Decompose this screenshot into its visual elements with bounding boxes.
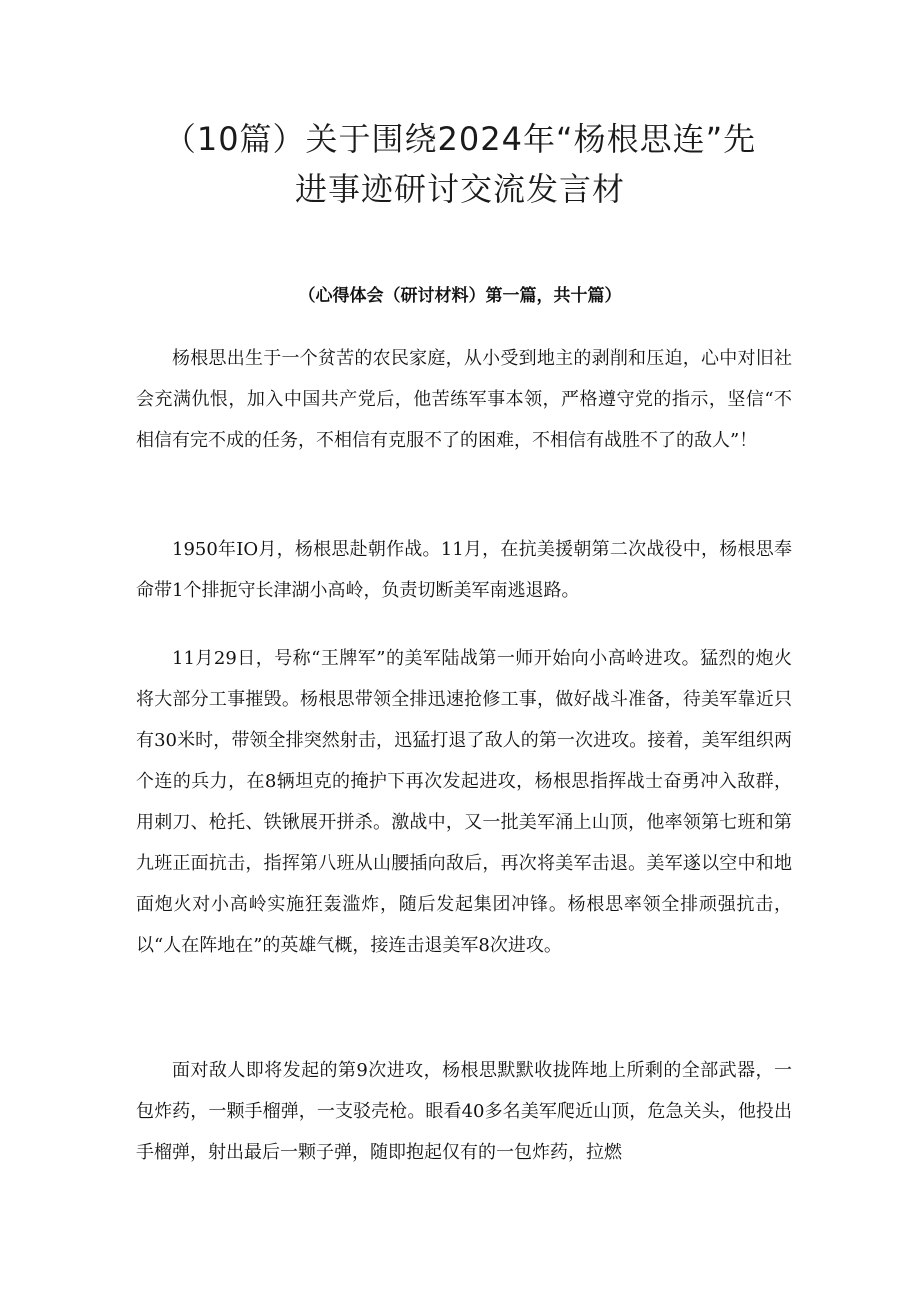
document-title bbox=[120, 114, 800, 214]
paragraph-4: 面对敌人即将发起的第9次进攻，杨根思默默收拢阵地上所剩的全部武器，一包炸药，一颗手榴弹，一支驳壳枪。眼看40多名美军爬近山顶，危急关头，他投出手榴弹，射出最后一颗子弹，随即抱起仅有的一包炸药，拉燃 bbox=[136, 1060, 792, 1163]
document-title-line-2: 进事迹研讨交流发言材 bbox=[294, 170, 625, 208]
section-heading: （心得体会（研讨材料）第一篇，共十篇） bbox=[298, 286, 622, 306]
paragraph-3: 11月29日，号称“王牌军”的美军陆战第一师开始向小高岭进攻。猛烈的炮火将大部分工事摧毁。杨根思带领全排迅速抢修工事，做好战斗准备，待美军靠近只有30米时，带领全排突然射击，迅猛打退了敌人的第一次进攻。接着，美军组织两个连的兵力，在8辆坦克的掩护下再次发起进攻，杨根思指挥战士奋勇冲入敌群，用刺刀、枪托、铁锹展开拼杀。激战中，又一批美军涌上山顶，他率领第七班和第九班正面抗击，指挥第八班从山腰插向敌后，再次将美军击退。美军遂以空中和地面炮火对小高岭实施狂轰滥炸，随后发起集团冲锋。杨根思率领全排顽强抗击，以“人在阵地在”的英雄气概，接连击退美军8次进攻。 bbox=[136, 648, 792, 956]
document-title-line-1: （10篇）关于围绕2024年“杨根思连”先 bbox=[163, 120, 757, 158]
paragraph-2: 1950年IO月，杨根思赴朝作战。11月，在抗美援朝第二次战役中，杨根思奉命带1个排扼守长津湖小高岭，负责切断美军南逃退路。 bbox=[136, 539, 792, 601]
paragraph-1: 杨根思出生于一个贫苦的农民家庭，从小受到地主的剥削和压迫，心中对旧社会充满仇恨，加入中国共产党后，他苦练军事本领，严格遵守党的指示，坚信“不相信有完不成的任务，不相信有克服不了的困难，不相信有战胜不了的敌人”！ bbox=[136, 348, 792, 451]
